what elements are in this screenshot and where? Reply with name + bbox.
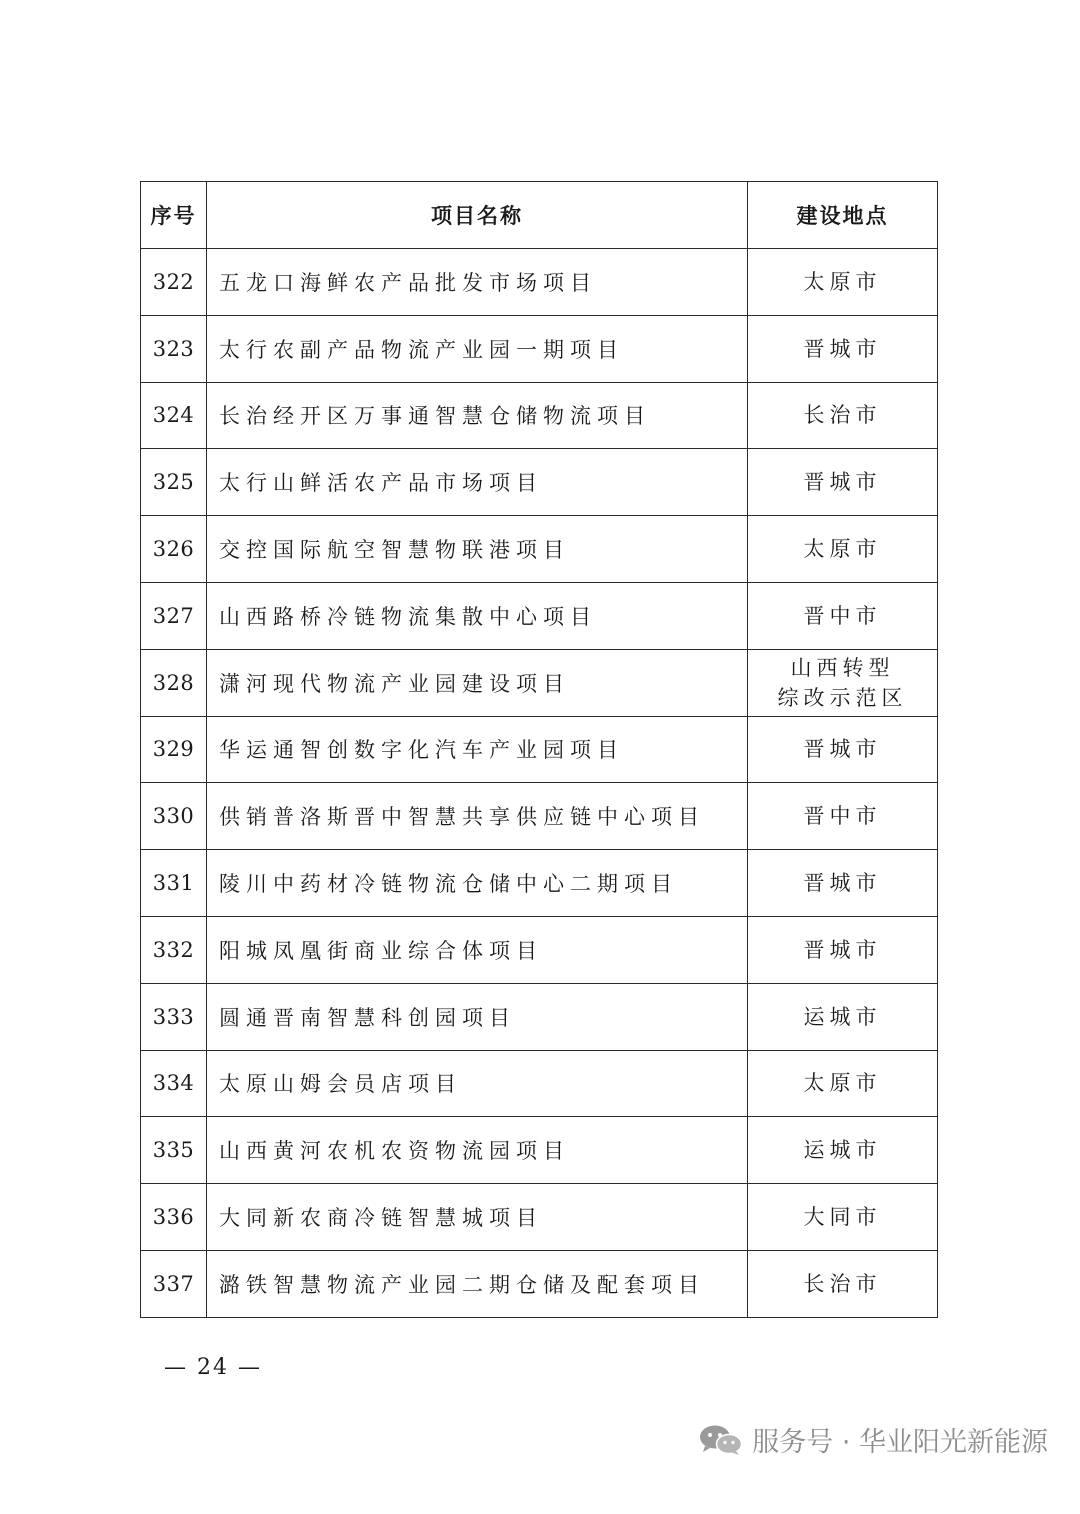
row-no: 328: [141, 649, 207, 716]
page-number: — 24 —: [164, 1355, 262, 1380]
table-header-row: [141, 182, 938, 249]
row-name: 山西路桥冷链物流集散中心项目: [207, 582, 748, 649]
row-no: 327: [141, 582, 207, 649]
table-row: [141, 983, 938, 1050]
table-row: [141, 1050, 938, 1117]
row-location: 太原市: [748, 249, 938, 316]
watermark: [698, 1420, 1048, 1459]
row-location: 长治市: [748, 1250, 938, 1317]
row-location: 太原市: [748, 516, 938, 583]
row-no: 333: [141, 983, 207, 1050]
row-name: 圆通晋南智慧科创园项目: [207, 983, 748, 1050]
row-location-line2: 综改示范区: [777, 685, 908, 710]
header-name: 项目名称: [207, 182, 748, 249]
row-name: 太行农副产品物流产业园一期项目: [207, 315, 748, 382]
wechat-icon: [698, 1424, 744, 1456]
table-row: [141, 1117, 938, 1184]
row-no: 334: [141, 1050, 207, 1117]
row-name: 大同新农商冷链智慧城项目: [207, 1184, 748, 1251]
row-no: 330: [141, 783, 207, 850]
table-row: [141, 916, 938, 983]
table-row: [141, 449, 938, 516]
row-name: 潇河现代物流产业园建设项目: [207, 649, 748, 716]
row-no: 322: [141, 249, 207, 316]
row-no: 324: [141, 382, 207, 449]
row-no: 331: [141, 850, 207, 917]
table-row: [141, 315, 938, 382]
row-name: 供销普洛斯晋中智慧共享供应链中心项目: [207, 783, 748, 850]
watermark-text: 服务号 · 华业阳光新能源: [752, 1427, 1048, 1458]
table-row: [141, 582, 938, 649]
row-location: [748, 649, 938, 716]
row-name: 太行山鲜活农产品市场项目: [207, 449, 748, 516]
row-location-line1: 山西转型: [790, 655, 895, 680]
table-row: [141, 850, 938, 917]
table-row: [141, 382, 938, 449]
row-no: 335: [141, 1117, 207, 1184]
row-name: 阳城凤凰街商业综合体项目: [207, 916, 748, 983]
row-location: 大同市: [748, 1184, 938, 1251]
row-location: 晋城市: [748, 916, 938, 983]
row-no: 323: [141, 315, 207, 382]
header-no: 序号: [141, 182, 207, 249]
table-row: [141, 716, 938, 783]
row-no: 325: [141, 449, 207, 516]
row-name: 交控国际航空智慧物联港项目: [207, 516, 748, 583]
table-row: [141, 1184, 938, 1251]
table-row: [141, 1250, 938, 1317]
row-location: 晋城市: [748, 850, 938, 917]
row-name: 山西黄河农机农资物流园项目: [207, 1117, 748, 1184]
row-name: 潞铁智慧物流产业园二期仓储及配套项目: [207, 1250, 748, 1317]
row-name: 太原山姆会员店项目: [207, 1050, 748, 1117]
row-name: 陵川中药材冷链物流仓储中心二期项目: [207, 850, 748, 917]
row-location: 晋城市: [748, 449, 938, 516]
row-location: 晋中市: [748, 783, 938, 850]
row-location: 晋城市: [748, 716, 938, 783]
row-location: 运城市: [748, 983, 938, 1050]
row-no: 336: [141, 1184, 207, 1251]
row-no: 332: [141, 916, 207, 983]
table-row: [141, 249, 938, 316]
row-no: 337: [141, 1250, 207, 1317]
row-no: 329: [141, 716, 207, 783]
table-row: [141, 649, 938, 716]
row-location: 晋城市: [748, 315, 938, 382]
table-row: [141, 516, 938, 583]
row-name: 华运通智创数字化汽车产业园项目: [207, 716, 748, 783]
table-row: [141, 783, 938, 850]
header-location: 建设地点: [748, 182, 938, 249]
row-no: 326: [141, 516, 207, 583]
row-location: 晋中市: [748, 582, 938, 649]
project-table: [140, 181, 938, 1318]
row-name: 长治经开区万事通智慧仓储物流项目: [207, 382, 748, 449]
row-location: 运城市: [748, 1117, 938, 1184]
row-location: 太原市: [748, 1050, 938, 1117]
row-location: 长治市: [748, 382, 938, 449]
row-name: 五龙口海鲜农产品批发市场项目: [207, 249, 748, 316]
